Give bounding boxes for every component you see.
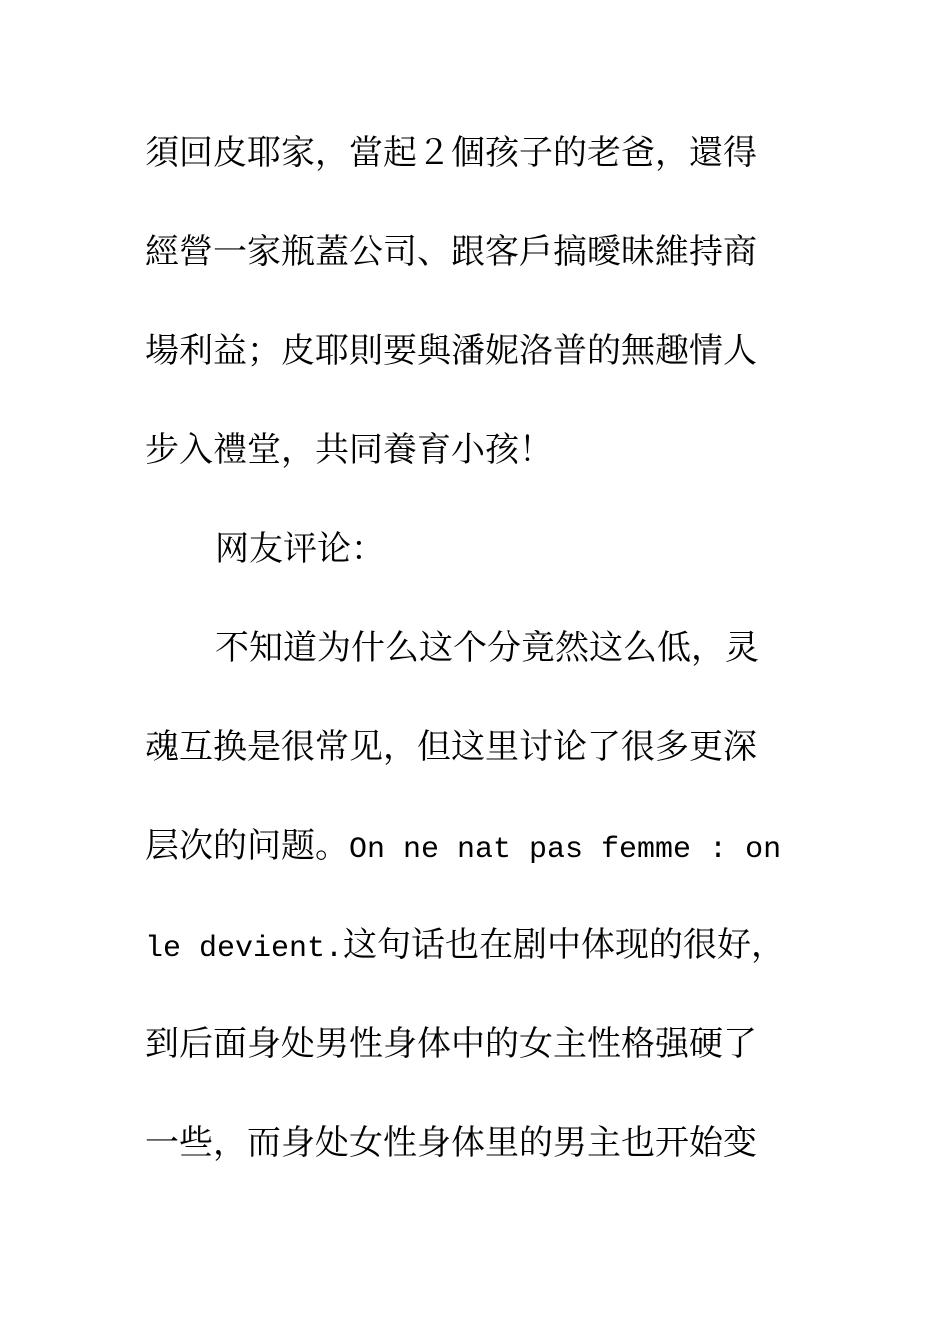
text-line-mixed <box>145 821 785 871</box>
text-line: 不知道为什么这个分竟然这么低，灵 <box>215 628 759 668</box>
text-line: 須回皮耶家，當起２個孩子的老爸，還得 <box>145 133 757 173</box>
section-heading: 网友评论： <box>215 529 385 569</box>
text-segment: 层次的问题。 <box>145 826 349 866</box>
text-line: 步入禮堂，共同養育小孩！ <box>145 430 553 470</box>
text-line: 經營一家瓶蓋公司、跟客戶搞曖昧維持商 <box>145 232 757 272</box>
text-line-mixed <box>145 920 785 970</box>
french-quote: le devient. <box>145 932 344 966</box>
text-line: 魂互换是很常见，但这里讨论了很多更深 <box>145 727 757 767</box>
text-segment: 这句话也在剧中体现的很好， <box>343 925 786 965</box>
text-line: 場利益；皮耶則要與潘妮洛普的無趣情人 <box>145 331 757 371</box>
text-line: 到后面身处男性身体中的女主性格强硬了 <box>145 1024 757 1064</box>
french-quote: On ne nat pas femme : on <box>349 833 782 867</box>
text-line: 一些，而身处女性身体里的男主也开始变 <box>145 1123 757 1163</box>
